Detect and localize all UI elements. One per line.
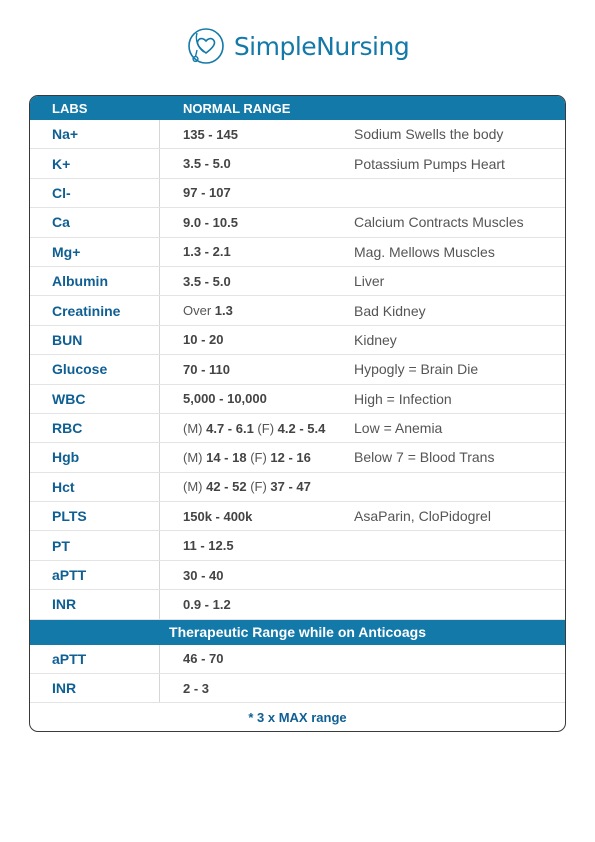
table-row (30, 238, 565, 267)
lab-note (332, 590, 565, 618)
table-row (30, 179, 565, 208)
lab-range: 135 - 145 (183, 126, 238, 142)
lab-name: Mg+ (30, 238, 160, 266)
lab-note: Kidney (354, 331, 397, 348)
table-row (30, 473, 565, 502)
lab-range: 1.3 - 2.1 (183, 244, 231, 260)
lab-range: (M) 14 - 18 (F) 12 - 16 (183, 449, 311, 465)
table-row (30, 355, 565, 384)
lab-name: Creatinine (30, 296, 160, 324)
lab-name: Albumin (30, 267, 160, 295)
lab-rows (30, 120, 565, 620)
table-row (30, 531, 565, 560)
lab-range: 0.9 - 1.2 (183, 596, 231, 612)
lab-range: Over 1.3 (183, 303, 233, 319)
table-header (30, 96, 565, 120)
lab-note: Mag. Mellows Muscles (354, 243, 495, 260)
lab-name: Hgb (30, 443, 160, 471)
lab-range: 150k - 400k (183, 508, 253, 524)
table-row (30, 385, 565, 414)
lab-name: Na+ (30, 120, 160, 148)
lab-name: Cl- (30, 179, 160, 207)
lab-note (332, 531, 565, 559)
lab-note: Sodium Swells the body (354, 126, 504, 143)
lab-range: 30 - 40 (183, 567, 224, 583)
lab-note: Bad Kidney (354, 302, 426, 319)
lab-note (332, 645, 565, 673)
lab-range: 10 - 20 (183, 332, 224, 348)
table-row (30, 414, 565, 443)
table-row (30, 208, 565, 237)
lab-name: Ca (30, 208, 160, 236)
table-row (30, 149, 565, 178)
heart-stethoscope-icon (186, 26, 226, 66)
lab-note (332, 561, 565, 589)
lab-name: Hct (30, 473, 160, 501)
table-row (30, 120, 565, 149)
brand-logo (0, 26, 595, 66)
labs-table (29, 95, 566, 732)
table-row (30, 443, 565, 472)
lab-note: Low = Anemia (354, 420, 443, 437)
lab-name: INR (30, 674, 160, 702)
header-labs: LABS (52, 100, 88, 116)
lab-range: 3.5 - 5.0 (183, 273, 231, 289)
table-row (30, 502, 565, 531)
lab-name: BUN (30, 326, 160, 354)
lab-note (332, 473, 565, 501)
anticoag-title: Therapeutic Range while on Anticoags (30, 620, 565, 645)
lab-name: Glucose (30, 355, 160, 383)
table-row (30, 296, 565, 325)
lab-range: 2 - 3 (183, 680, 210, 696)
lab-range: 97 - 107 (183, 185, 231, 201)
lab-range: 3.5 - 5.0 (183, 156, 231, 172)
table-row (30, 326, 565, 355)
lab-note: Calcium Contracts Muscles (354, 214, 524, 231)
lab-range: 5,000 - 10,000 (183, 391, 267, 407)
anticoag-rows (30, 645, 565, 704)
lab-range: 11 - 12.5 (183, 538, 234, 554)
lab-note (332, 674, 565, 702)
lab-note: AsaParin, CloPidogrel (354, 508, 491, 525)
lab-name: K+ (30, 149, 160, 177)
table-row (30, 561, 565, 590)
footer-note: * 3 x MAX range (248, 709, 347, 725)
lab-range: 46 - 70 (183, 651, 224, 667)
lab-name: PT (30, 531, 160, 559)
lab-note: Below 7 = Blood Trans (354, 449, 495, 466)
lab-name: RBC (30, 414, 160, 442)
lab-note (332, 179, 565, 207)
lab-note: Liver (354, 273, 385, 290)
table-row (30, 645, 565, 674)
lab-name: WBC (30, 385, 160, 413)
lab-name: PLTS (30, 502, 160, 530)
brand-name: SimpleNursing (233, 31, 410, 61)
lab-range: 70 - 110 (183, 361, 230, 377)
table-row (30, 590, 565, 619)
lab-name: aPTT (30, 561, 160, 589)
lab-range: (M) 42 - 52 (F) 37 - 47 (183, 479, 311, 495)
lab-range: (M) 4.7 - 6.1 (F) 4.2 - 5.4 (183, 420, 326, 436)
lab-note: High = Infection (354, 390, 452, 407)
lab-range: 9.0 - 10.5 (183, 214, 238, 230)
header-normal-range: NORMAL RANGE (183, 100, 291, 116)
lab-note: Hypogly = Brain Die (354, 361, 479, 378)
lab-note: Potassium Pumps Heart (354, 155, 505, 172)
table-row (30, 674, 565, 703)
lab-name: aPTT (30, 645, 160, 673)
table-row (30, 267, 565, 296)
lab-name: INR (30, 590, 160, 618)
